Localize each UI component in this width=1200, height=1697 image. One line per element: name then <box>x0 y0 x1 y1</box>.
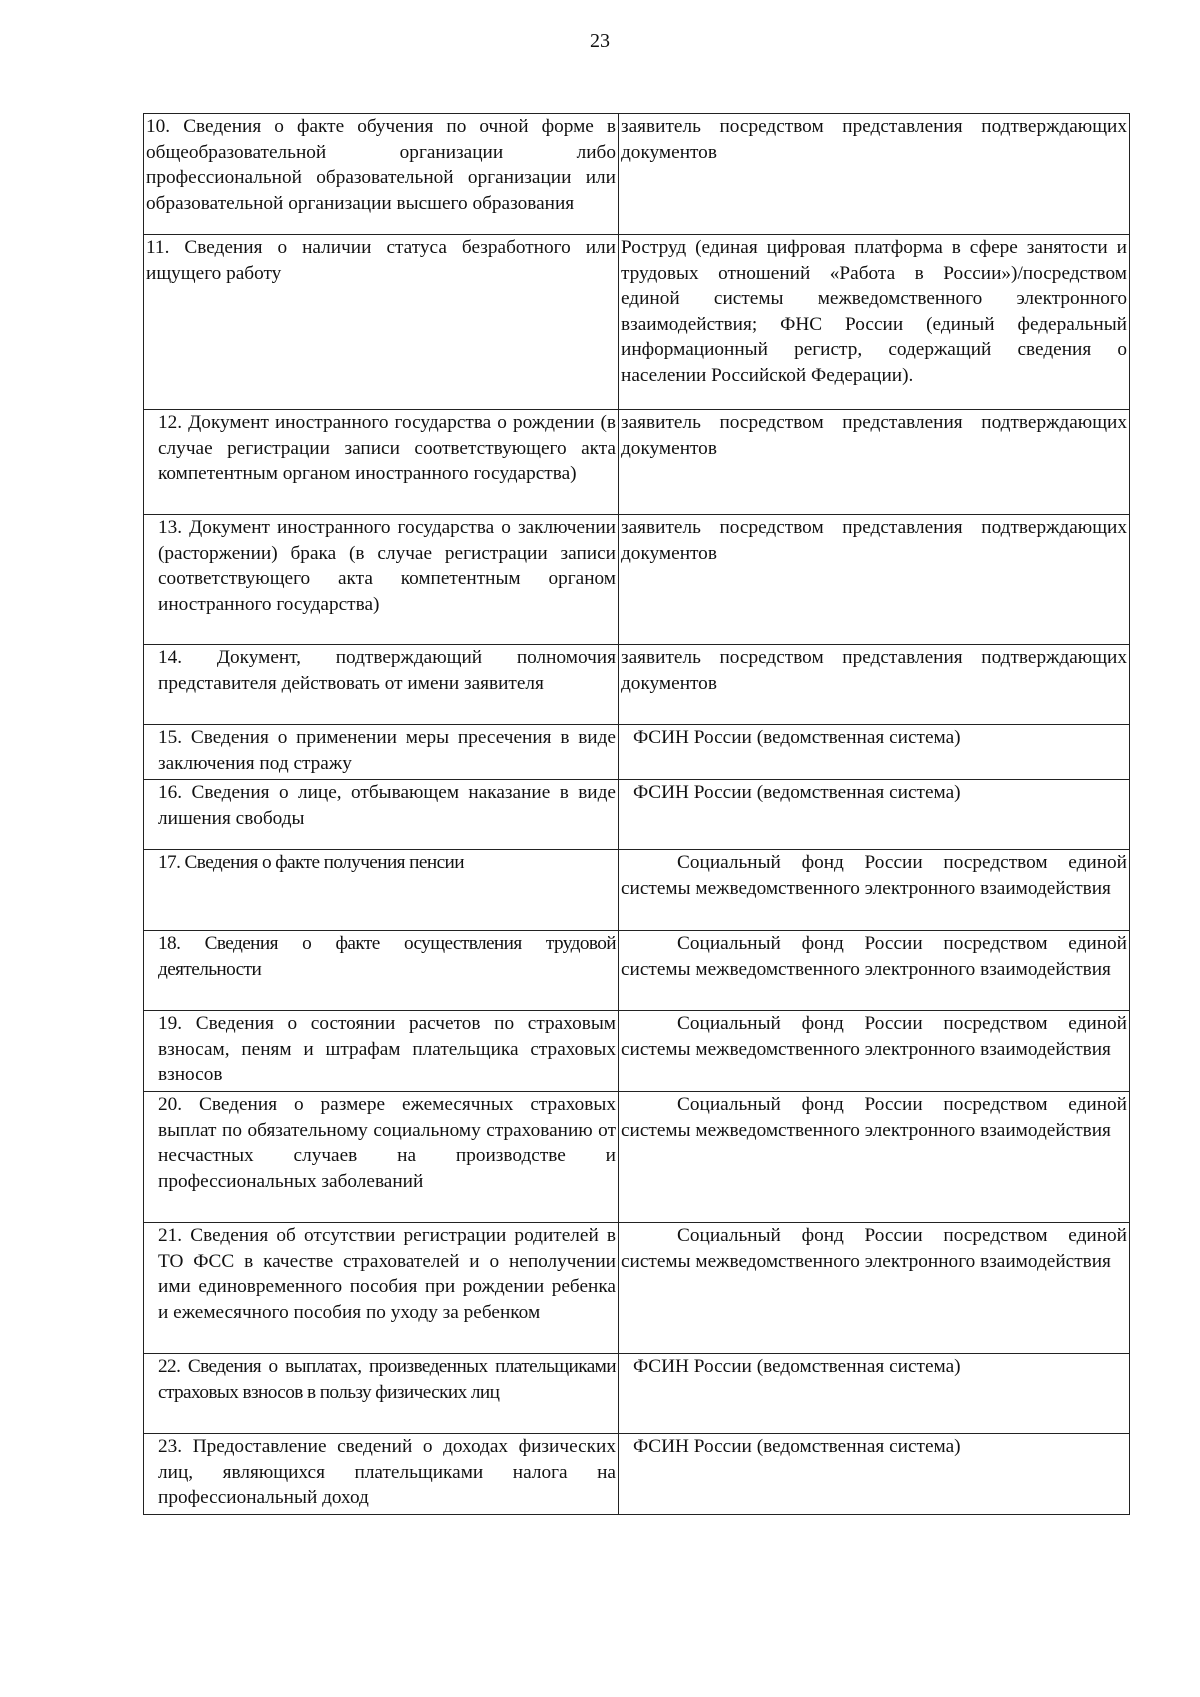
table-row <box>144 1011 1130 1092</box>
table-row <box>144 410 1130 515</box>
source-text: Роструд (единая цифровая платформа в сфере занятости и трудовых отношений «Работа в России»)/посредством единой системы межведомственного электронного взаимодействия; ФНС России (единый федеральный информационный регистр, содержащий сведения о населении Российской Федерации). <box>621 237 1127 386</box>
item-text: Предоставление сведений о доходах физических лиц, являющихся плательщиками налога на профессиональный доход <box>158 1436 616 1508</box>
source-cell <box>619 114 1130 235</box>
row-number: 21. <box>158 1225 183 1246</box>
source-cell <box>619 1354 1130 1434</box>
item-cell <box>144 725 619 780</box>
table-row <box>144 1434 1130 1515</box>
source-text: Социальный фонд России посредством единой системы межведомственного электронного взаимодействия <box>621 1094 1127 1141</box>
row-number: 10. <box>146 116 171 137</box>
row-number: 13. <box>158 517 183 538</box>
source-text: Социальный фонд России посредством единой системы межведомственного электронного взаимодействия <box>621 852 1127 899</box>
source-text: Социальный фонд России посредством единой системы межведомственного электронного взаимодействия <box>621 933 1127 980</box>
source-cell <box>619 645 1130 725</box>
table-row <box>144 780 1130 850</box>
item-cell <box>144 235 619 410</box>
item-text: Сведения об отсутствии регистрации родителей в ТО ФСС в качестве страхователей и о неполучении ими единовременного пособия при рождении ребенка и ежемесячного пособия по уходу за ребенком <box>158 1225 616 1323</box>
item-cell <box>144 410 619 515</box>
source-text: ФСИН России (ведомственная система) <box>633 1356 961 1377</box>
source-cell <box>619 780 1130 850</box>
item-text: Сведения о наличии статуса безработного или ищущего работу <box>146 237 616 284</box>
item-text: Документ иностранного государства о заключении (расторжении) брака (в случае регистрации записи соответствующего акта компетентным органом иностранного государства) <box>158 517 616 615</box>
item-cell <box>144 114 619 235</box>
source-text: заявитель посредством представления подтверждающих документов <box>621 116 1127 163</box>
row-number: 11. <box>146 237 170 258</box>
table-row <box>144 931 1130 1011</box>
source-cell <box>619 850 1130 931</box>
row-number: 18. <box>158 933 181 954</box>
source-text: Социальный фонд России посредством единой системы межведомственного электронного взаимодействия <box>621 1225 1127 1272</box>
item-text: Документ иностранного государства о рождении (в случае регистрации записи соответствующего акта компетентным органом иностранного государства) <box>158 412 616 484</box>
source-text: заявитель посредством представления подтверждающих документов <box>621 517 1127 564</box>
item-text: Сведения о применении меры пресечения в виде заключения под стражу <box>158 727 616 774</box>
item-text: Сведения о размере ежемесячных страховых выплат по обязательному социальному страхованию от несчастных случаев на производстве и профессиональных заболеваний <box>158 1094 616 1192</box>
item-cell <box>144 1092 619 1223</box>
item-text: Сведения о факте получения пенсии <box>184 852 464 873</box>
row-number: 15. <box>158 727 183 748</box>
source-cell <box>619 931 1130 1011</box>
item-cell <box>144 1223 619 1354</box>
row-number: 14. <box>158 647 183 668</box>
item-text: Сведения о факте осуществления трудовой деятельности <box>158 933 616 980</box>
row-number: 19. <box>158 1013 183 1034</box>
table-row <box>144 515 1130 645</box>
item-cell <box>144 515 619 645</box>
source-cell <box>619 725 1130 780</box>
table-row <box>144 1092 1130 1223</box>
source-cell <box>619 515 1130 645</box>
source-cell <box>619 235 1130 410</box>
source-cell <box>619 1223 1130 1354</box>
row-number: 17. <box>158 852 181 873</box>
table-row <box>144 1354 1130 1434</box>
item-cell <box>144 645 619 725</box>
table-row <box>144 645 1130 725</box>
source-cell <box>619 1092 1130 1223</box>
documents-table <box>143 113 1130 1515</box>
table-row <box>144 1223 1130 1354</box>
table-row <box>144 235 1130 410</box>
row-number: 12. <box>158 412 183 433</box>
item-text: Сведения о состоянии расчетов по страховым взносам, пеням и штрафам плательщика страховых взносов <box>158 1013 616 1085</box>
table-row <box>144 725 1130 780</box>
item-cell <box>144 850 619 931</box>
item-cell <box>144 1354 619 1434</box>
source-text: ФСИН России (ведомственная система) <box>633 1436 961 1457</box>
item-cell <box>144 1434 619 1515</box>
table-row <box>144 114 1130 235</box>
source-cell <box>619 410 1130 515</box>
row-number: 16. <box>158 782 183 803</box>
source-text: заявитель посредством представления подтверждающих документов <box>621 412 1127 459</box>
row-number: 22. <box>158 1356 181 1377</box>
item-text: Сведения о факте обучения по очной форме в общеобразовательной организации либо профессиональной образовательной организации или образовательной организации высшего образования <box>146 116 616 214</box>
item-cell <box>144 1011 619 1092</box>
source-text: ФСИН России (ведомственная система) <box>633 782 961 803</box>
row-number: 20. <box>158 1094 183 1115</box>
row-number: 23. <box>158 1436 183 1457</box>
page-number: 23 <box>590 30 610 52</box>
source-cell <box>619 1011 1130 1092</box>
item-cell <box>144 780 619 850</box>
item-cell <box>144 931 619 1011</box>
source-cell <box>619 1434 1130 1515</box>
source-text: заявитель посредством представления подтверждающих документов <box>621 647 1127 694</box>
item-text: Сведения о лице, отбывающем наказание в виде лишения свободы <box>158 782 616 829</box>
source-text: Социальный фонд России посредством единой системы межведомственного электронного взаимодействия <box>621 1013 1127 1060</box>
table-row <box>144 850 1130 931</box>
item-text: Сведения о выплатах, произведенных плательщиками страховых взносов в пользу физических лиц <box>158 1356 616 1403</box>
item-text: Документ, подтверждающий полномочия представителя действовать от имени заявителя <box>158 647 616 694</box>
source-text: ФСИН России (ведомственная система) <box>633 727 961 748</box>
